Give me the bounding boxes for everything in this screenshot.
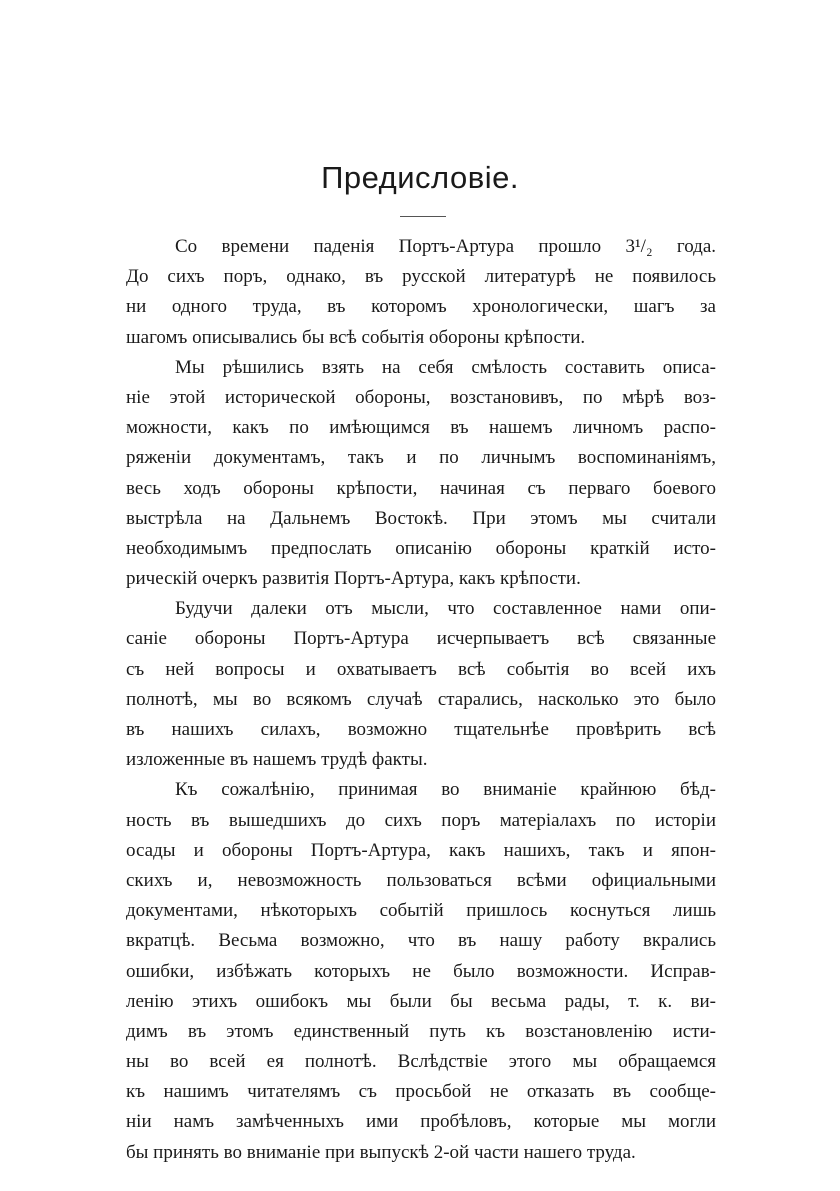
text-line: документами, нѣкоторыхъ событій пришлось коснуться лишь xyxy=(126,900,716,922)
text-line: шагомъ описывались бы всѣ событія обороны крѣпости. xyxy=(126,326,586,348)
text-line: осады и обороны Портъ-Артура, какъ нашихъ, такъ и япон- xyxy=(126,839,716,861)
text-line: ошибки, избѣжать которыхъ не было возможности. Исправ- xyxy=(126,960,716,982)
text-line: необходимымъ предпослать описанію обороны краткій исто- xyxy=(126,537,716,559)
text-line: ніи намъ замѣченныхъ ими пробѣловъ, которые мы могли xyxy=(126,1111,716,1133)
text-line: ряженіи документамъ, такъ и по личнымъ воспоминаніямъ, xyxy=(126,447,716,469)
text-line: съ ней вопросы и охватываетъ всѣ событія во всей ихъ xyxy=(126,658,716,680)
text-line: ность въ вышедшихъ до сихъ поръ матеріалахъ по исторіи xyxy=(126,809,716,831)
body-text xyxy=(126,232,716,1168)
text-line: ни одного труда, въ которомъ хронологически, шагъ за xyxy=(126,296,716,318)
text-line: димъ въ этомъ единственный путь къ возстановленію исти- xyxy=(126,1020,716,1042)
paragraph xyxy=(126,594,716,775)
paragraph xyxy=(126,232,716,353)
text-line: Мы рѣшились взять на себя смѣлость составить описа- xyxy=(175,356,716,378)
paragraph xyxy=(126,775,716,1167)
text-line: можности, какъ по имѣющимся въ нашемъ личномъ распо- xyxy=(126,417,716,439)
text-line: саніе обороны Портъ-Артура исчерпываетъ всѣ связанные xyxy=(126,628,716,650)
text-line: ны во всей ея полнотѣ. Вслѣдствіе этого мы обращаемся xyxy=(126,1051,716,1073)
text-line: выстрѣла на Дальнемъ Востокѣ. При этомъ мы считали xyxy=(126,507,716,529)
paragraph xyxy=(126,353,716,595)
text-line: скихъ и, невозможность пользоваться всѣми официальными xyxy=(126,869,716,891)
text-line: Будучи далеки отъ мысли, что составленное нами опи- xyxy=(175,598,716,620)
page-title: Предисловіе. xyxy=(321,160,519,195)
text-line: бы принять во вниманіе при выпускѣ 2-ой части нашего труда. xyxy=(126,1141,636,1163)
text-line: Къ сожалѣнію, принимая во вниманіе крайнюю бѣд- xyxy=(175,779,716,801)
text-line: въ нашихъ силахъ, возможно тщательнѣе провѣрить всѣ xyxy=(126,719,716,740)
text-line: До сихъ поръ, однако, въ русской литературѣ не появилось xyxy=(126,266,716,288)
text-line: полнотѣ, мы во всякомъ случаѣ старались, насколько это было xyxy=(126,688,716,710)
text-line: рическій очеркъ развитія Портъ-Артура, какъ крѣпости. xyxy=(126,568,581,590)
text-line: весь ходъ обороны крѣпости, начиная съ перваго боевого xyxy=(126,477,716,499)
text-line: изложенные въ нашемъ трудѣ факты. xyxy=(126,749,428,771)
title-divider xyxy=(400,216,446,217)
text-line: Со времени паденія Портъ-Артура прошло 3¹/₂ года. xyxy=(175,236,716,257)
text-line: къ нашимъ читателямъ съ просьбой не отказать въ сообще- xyxy=(126,1081,716,1103)
text-line: ленію этихъ ошибокъ мы были бы весьма рады, т. к. ви- xyxy=(126,990,716,1012)
text-line: ніе этой исторической обороны, возстановивъ, по мѣрѣ воз- xyxy=(126,386,716,408)
text-line: вкратцѣ. Весьма возможно, что въ нашу работу вкрались xyxy=(126,930,716,952)
